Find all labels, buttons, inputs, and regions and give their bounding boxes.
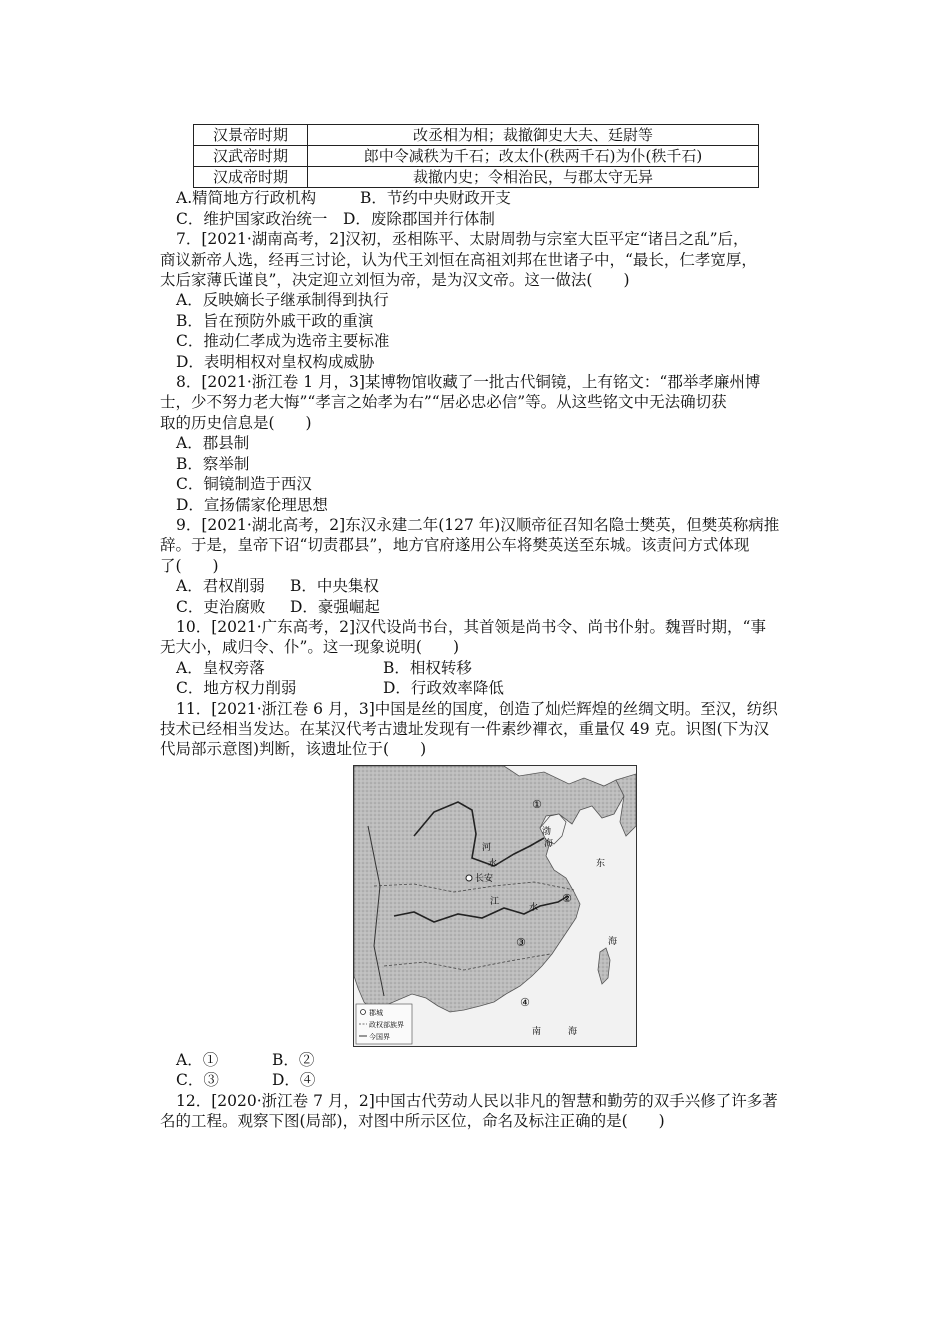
- q8-stem-line: 士，少不努力老大悔”“孝言之始孝为右”“居必忠必信”等。从这些铭文中无法确切获: [160, 393, 727, 411]
- q8-option-d: D．宣扬儒家伦理思想: [176, 496, 328, 514]
- label-jiang: 江: [490, 897, 500, 907]
- label-nan: 南: [532, 1027, 542, 1037]
- table-cell-content: 改丞相为相；裁撤御史大夫、廷尉等: [308, 125, 759, 146]
- marker-4: ④: [520, 996, 530, 1009]
- q6-option-a: A.精简地方行政机构: [176, 189, 317, 207]
- q7-option-c: C．推动仁孝成为选帝主要标准: [176, 332, 390, 350]
- legend-city-label: 郡城: [369, 1009, 383, 1017]
- table-row: [194, 125, 759, 146]
- q9-stem-line: 9．[2021·湖北高考，2]东汉永建二年(127 年)汉顺帝征召知名隐士樊英，但樊英称病推: [176, 516, 780, 534]
- han-dynasty-map: [353, 765, 637, 1047]
- table-row: [194, 146, 759, 167]
- q12-stem-line: 名的工程。观察下图(局部)，对图中所示区位，命名及标注正确的是( ): [160, 1112, 665, 1130]
- table-cell-content: 郎中令减秩为千石；改太仆(秩两千石)为仆(秩千石): [308, 146, 759, 167]
- q6-option-d: D．废除郡国并行体制: [343, 210, 495, 228]
- table-cell-period: 汉景帝时期: [194, 125, 308, 146]
- q9-stem-line: 了( ): [160, 557, 219, 575]
- q11-option-b: B．②: [272, 1051, 315, 1069]
- q10-stem-line: 10．[2021·广东高考，2]汉代设尚书台，其首领是尚书令、尚书仆射。魏晋时期，“事: [176, 618, 766, 636]
- q7-stem-line: 商议新帝人选，经再三讨论，认为代王刘恒在高祖刘邦在世诸子中，“最长，仁孝宽厚，: [160, 251, 757, 269]
- q7-option-a: A．反映嫡长子继承制得到执行: [176, 291, 389, 309]
- label-dong: 东: [596, 859, 606, 869]
- q8-option-b: B．察举制: [176, 455, 250, 473]
- marker-3: ③: [516, 936, 526, 949]
- changan-city-marker: [466, 875, 472, 881]
- q6-option-b: B．节约中央财政开支: [360, 189, 511, 207]
- q8-stem-line: 8．[2021·浙江卷 1 月，3]某博物馆收藏了一批古代铜镜，上有铭文：“郡举孝廉州博: [176, 373, 761, 391]
- q7-option-b: B．旨在预防外戚干政的重演: [176, 312, 374, 330]
- q11-stem-line: 技术已经相当发达。在某汉代考古遗址发现有一件素纱襌衣，重量仅 49 克。识图(下为汉: [160, 720, 770, 738]
- label-shui-2: 水: [529, 903, 539, 913]
- table-row: [194, 167, 759, 188]
- q9-option-c: C．吏治腐败: [176, 598, 266, 616]
- q10-option-c: C．地方权力削弱: [176, 679, 297, 697]
- q9-option-a: A．君权削弱: [176, 577, 265, 595]
- label-changan: 长安: [475, 874, 494, 884]
- q9-option-b: B．中央集权: [290, 577, 379, 595]
- map-svg: [354, 766, 636, 1046]
- q11-stem-line: 11．[2021·浙江卷 6 月，3]中国是丝的国度，创造了灿烂辉煌的丝绸文明。至汉，纺织: [176, 700, 778, 718]
- q11-option-d: D．④: [272, 1071, 316, 1089]
- q7-stem-line: 7．[2021·湖南高考，2]汉初，丞相陈平、太尉周勃与宗室大臣平定“诸吕之乱”后，: [176, 230, 749, 248]
- table-cell-period: 汉成帝时期: [194, 167, 308, 188]
- q7-stem-line: 太后家薄氏谨良”，决定迎立刘恒为帝，是为汉文帝。这一做法( ): [160, 271, 630, 289]
- q6-option-c: C．维护国家政治统一: [176, 210, 328, 228]
- q8-stem-line: 取的历史信息是( ): [160, 414, 312, 432]
- label-bohai-2: 海: [544, 839, 554, 849]
- q9-stem-line: 辞。于是，皇帝下诏“切责郡县”，地方官府遂用公车将樊英送至东城。该责问方式体现: [160, 536, 750, 554]
- label-he: 河: [482, 843, 492, 853]
- legend-border-label: 政权部族界: [369, 1021, 404, 1029]
- legend-city-symbol: [361, 1010, 366, 1015]
- marker-1: ①: [532, 798, 542, 811]
- marker-2: ②: [562, 892, 572, 905]
- q7-option-d: D．表明相权对皇权构成威胁: [176, 353, 375, 371]
- q9-option-d: D．豪强崛起: [290, 598, 380, 616]
- q11-option-c: C．③: [176, 1071, 219, 1089]
- q11-option-a: A．①: [176, 1051, 219, 1069]
- label-shui-1: 水: [488, 859, 498, 869]
- policy-table: [193, 124, 759, 188]
- q10-option-d: D．行政效率降低: [383, 679, 504, 697]
- q8-option-a: A．郡县制: [176, 434, 250, 452]
- q12-stem-line: 12．[2020·浙江卷 7 月，2]中国古代劳动人民以非凡的智慧和勤劳的双手兴修了许多著: [176, 1092, 778, 1110]
- legend-national-border-label: 今国界: [369, 1033, 390, 1041]
- q11-stem-line: 代局部示意图)判断，该遗址位于( ): [160, 740, 427, 758]
- table-cell-content: 裁撤内史；令相治民，与郡太守无异: [308, 167, 759, 188]
- q8-option-c: C．铜镜制造于西汉: [176, 475, 312, 493]
- label-hai-1: 海: [608, 937, 618, 947]
- label-hai-2: 海: [568, 1027, 578, 1037]
- q10-option-b: B．相权转移: [383, 659, 472, 677]
- label-bohai-1: 渤: [542, 827, 552, 837]
- q10-stem-line: 无大小，咸归令、仆”。这一现象说明( ): [160, 638, 460, 656]
- q10-option-a: A．皇权旁落: [176, 659, 265, 677]
- table-cell-period: 汉武帝时期: [194, 146, 308, 167]
